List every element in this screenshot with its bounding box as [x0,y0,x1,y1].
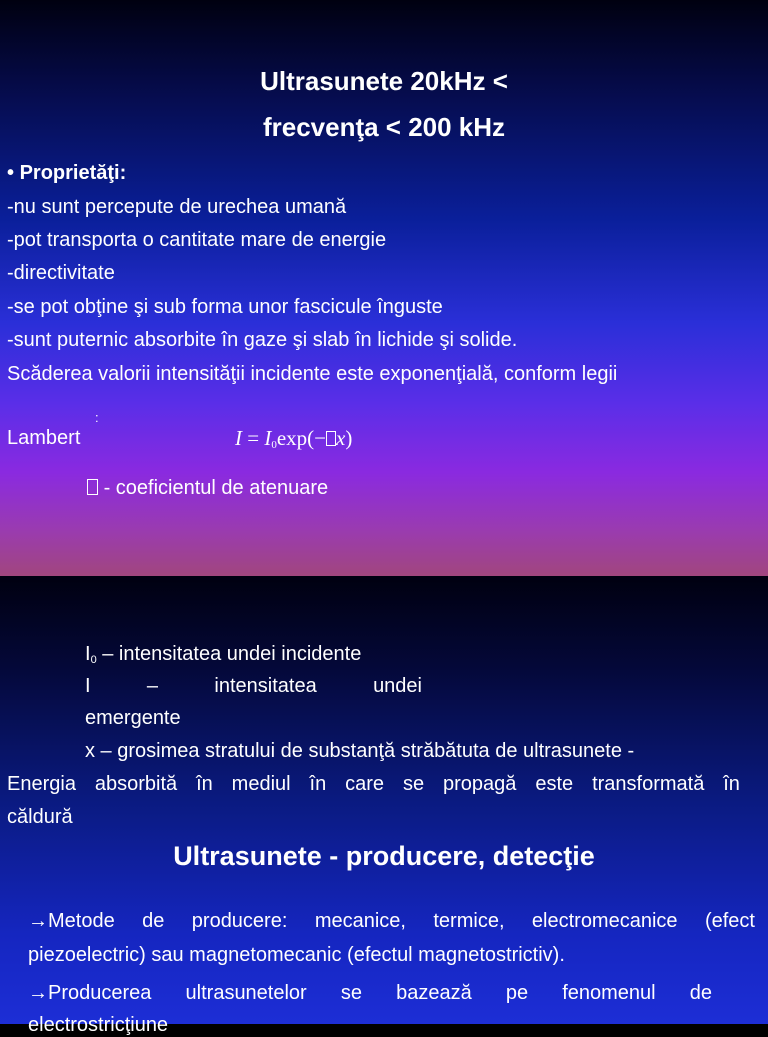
formula-i0: I [264,426,272,450]
slide-1-title-line-2: frecvenţa < 200 kHz [262,112,506,142]
i-word: – [146,675,159,697]
slide-2-title: Ultrasunete - producere, detecţie [173,841,595,871]
methods-word: →Metode [28,910,115,932]
energy-word: propagă [443,773,517,795]
property-line-4: -se pot obţine şi sub forma unor fascicule înguste [7,296,443,318]
energy-word: în [723,773,740,795]
formula-exp: exp(− [276,426,327,450]
i0-definition [85,643,361,666]
emergente-text: emergente [85,707,181,729]
methods-word: (efect [704,910,755,932]
attenuation-line [87,477,328,500]
energy-word: care [345,773,385,795]
properties-heading-text: Proprietăţi: [19,162,127,184]
energy-word: transformată [592,773,705,795]
properties-heading [7,162,126,185]
methods-word: de [142,910,165,932]
methods-word: termice, [433,910,505,932]
producerea-word: se [340,982,362,1004]
energy-word: este [535,773,574,795]
property-line-3: -directivitate [7,262,115,284]
producerea-word: ultrasunetelor [185,982,307,1004]
missing-glyph-icon [326,431,336,446]
producerea-word: fenomenul [562,982,656,1004]
caldura-text: căldură [7,806,73,828]
producerea-word: pe [505,982,529,1004]
property-line-5: -sunt puternic absorbite în gaze şi slab în lichide şi solide. [7,329,518,351]
lambert-colon: : [95,410,99,425]
energy-word: se [402,773,425,795]
i-word: intensitatea [214,675,317,697]
property-line-6: Scăderea valorii intensităţii incidente este exponenţială, conform legii [7,363,618,385]
i-word: undei [373,675,422,697]
formula-equals: = [247,426,260,450]
attenuation-text: - coeficientul de atenuare [103,477,329,499]
slide-1-title-line-1: Ultrasunete 20kHz < [260,66,508,96]
producerea-word: bazează [396,982,472,1004]
methods-line-2: piezoelectric) sau magnetomecanic (efectul magnetostrictiv). [28,944,565,966]
methods-word: mecanice, [314,910,406,932]
energy-word: în [196,773,213,795]
producerea-word: →Producerea [28,982,152,1004]
slide-2 [0,576,768,1036]
producerea-line [28,982,712,1005]
producerea-word: de [689,982,712,1004]
formula-lhs: I [235,426,242,450]
i-word: I [85,675,91,697]
property-line-1: -nu sunt percepute de urechea umană [7,196,347,218]
property-line-2: -pot transporta o cantitate mare de energie [7,229,387,251]
formula-i0-subscript: 0 [271,439,277,451]
i0-subscript: 0 [90,654,97,666]
x-definition: x – grosimea stratului de substanţă străbătuta de ultrasunete - [85,740,635,762]
energy-word: mediul [231,773,291,795]
lambert-formula [235,426,352,451]
methods-line-1 [28,910,755,933]
bullet-marker: • [7,162,15,184]
missing-glyph-icon [87,479,98,495]
energy-word: absorbită [94,773,178,795]
i0-symbol: I [85,643,91,665]
energy-word: Energia [7,773,76,795]
methods-word: electromecanice [531,910,678,932]
last-partial-line: electrostricţiune [28,1014,169,1036]
lambert-label: Lambert [7,427,81,449]
formula-close: ) [345,426,353,450]
formula-var: x [336,426,346,450]
methods-word: producere: [191,910,288,932]
energy-word: în [309,773,327,795]
energy-line [7,773,740,796]
i0-text: – intensitatea undei incidente [102,643,362,665]
i-definition-line [85,675,422,698]
